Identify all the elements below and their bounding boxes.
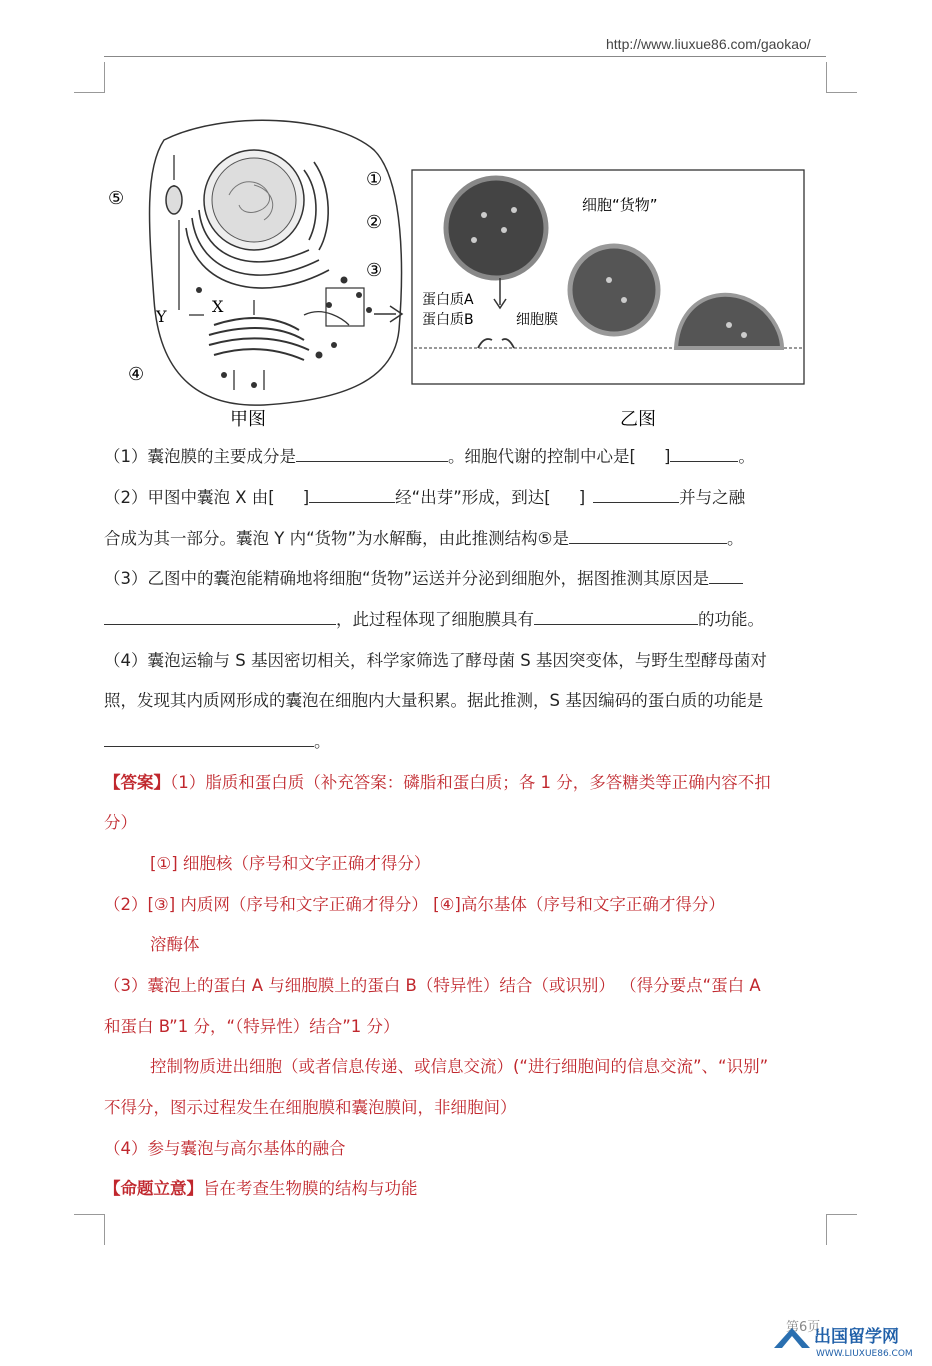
question-3-line2: ，此过程体现了细胞膜具有 的功能。 (104, 610, 826, 630)
marker-2: ② (366, 212, 383, 233)
caption-left: 甲图 (230, 409, 266, 430)
answer-2-line1: （2）[③] 内质网（序号和文字正确才得分） [④]高尔基体（序号和文字正确才得分） (104, 895, 725, 914)
corner-mark-bottom-left (74, 1214, 105, 1245)
structure-5 (166, 186, 182, 214)
blank-2a[interactable] (309, 488, 395, 503)
marker-x: X (212, 297, 224, 316)
marker-3: ③ (366, 260, 383, 281)
answer-3-line4: 不得分，图示过程发生在细胞膜和囊泡膜间，非细胞间） (104, 1098, 517, 1117)
answer-1-line3: [①] 细胞核（序号和文字正确才得分） (150, 854, 431, 873)
label-protein-a: 蛋白质A (422, 292, 474, 308)
header-divider (104, 56, 826, 57)
logo-text-cn: 出国留学网 (814, 1327, 899, 1347)
logo-text-en: WWW.LIUXUE86.COM (816, 1349, 913, 1359)
blank-2c[interactable] (569, 529, 727, 544)
answer-3-line1: （3）囊泡上的蛋白 A 与细胞膜上的蛋白 B（特异性）结合（或识别） （得分要点“蛋白 A (104, 976, 761, 995)
blank-4a[interactable] (104, 732, 314, 747)
corner-mark-top-right (826, 62, 857, 93)
header-url[interactable]: http://www.liuxue86.com/gaokao/ (606, 36, 811, 52)
vesicle-fusion-diagram (412, 170, 804, 430)
question-2-line1: （2）甲图中囊泡 X 由[ ] 经“出芽”形成，到达[ ] 并与之融 (104, 488, 746, 507)
question-3-line1: （3）乙图中的囊泡能精确地将细胞“货物”运送并分泌到细胞外，据图推测其原因是 (104, 569, 826, 589)
intent-tag: 【命题立意】 (104, 1179, 203, 1198)
label-cargo: 细胞“货物” (582, 196, 658, 214)
cell-diagram (108, 120, 402, 430)
question-1: （1）囊泡膜的主要成分是 。细胞代谢的控制中心是[ ] 。 (104, 447, 755, 466)
question-4-line1: （4）囊泡运输与 S 基因密切相关，科学家筛选了酵母菌 S 基因突变体，与野生型酵母菌对 (104, 651, 767, 670)
logo-emblem-icon (770, 1318, 930, 1362)
answer-2-line2: 溶酶体 (150, 935, 200, 954)
site-logo[interactable] (770, 1318, 930, 1362)
cell-figure (104, 100, 826, 438)
marker-5: ⑤ (108, 188, 125, 209)
question-4-line3: 。 (104, 732, 826, 752)
blank-1a[interactable] (296, 447, 448, 462)
intent-line: 【命题立意】旨在考查生物膜的结构与功能 (104, 1179, 418, 1198)
question-4-line2: 照，发现其内质网形成的囊泡在细胞内大量积累。据此推测，S 基因编码的蛋白质的功能是 (104, 691, 764, 710)
blank-3c[interactable] (534, 610, 698, 625)
answer-3-line2: 和蛋白 B”1 分，“（特异性）结合”1 分） (104, 1017, 400, 1036)
blank-3b[interactable] (104, 610, 336, 625)
golgi-apparatus (209, 318, 309, 360)
answer-tag: 【答案】 (104, 773, 170, 792)
page-number: 第6页 (786, 1320, 821, 1335)
answer-1-line2: 分） (104, 813, 137, 832)
blank-2b[interactable] (593, 488, 679, 503)
label-protein-b: 蛋白质B (422, 312, 474, 328)
blank-1b[interactable] (670, 447, 738, 462)
marker-y: Y (156, 307, 167, 326)
marker-1: ① (366, 169, 383, 190)
blank-3a[interactable] (709, 569, 743, 584)
question-2-line2: 合成为其一部分。囊泡 Y 内“货物”为水解酶，由此推测结构⑤是 。 (104, 529, 744, 548)
answer-4-line1: （4）参与囊泡与高尔基体的融合 (104, 1139, 346, 1158)
answer-3-line3: 控制物质进出细胞（或者信息传递、或信息交流）(“进行细胞间的信息交流”、“识别” (150, 1057, 769, 1076)
corner-mark-top-left (74, 62, 105, 93)
marker-4: ④ (128, 364, 145, 385)
caption-right: 乙图 (620, 409, 656, 430)
label-membrane: 细胞膜 (516, 312, 558, 328)
corner-mark-bottom-right (826, 1214, 857, 1245)
answer-1-line1: 【答案】（1）脂质和蛋白质（补充答案：磷脂和蛋白质；各 1 分，多答糖类等正确内容不扣 (104, 773, 771, 792)
